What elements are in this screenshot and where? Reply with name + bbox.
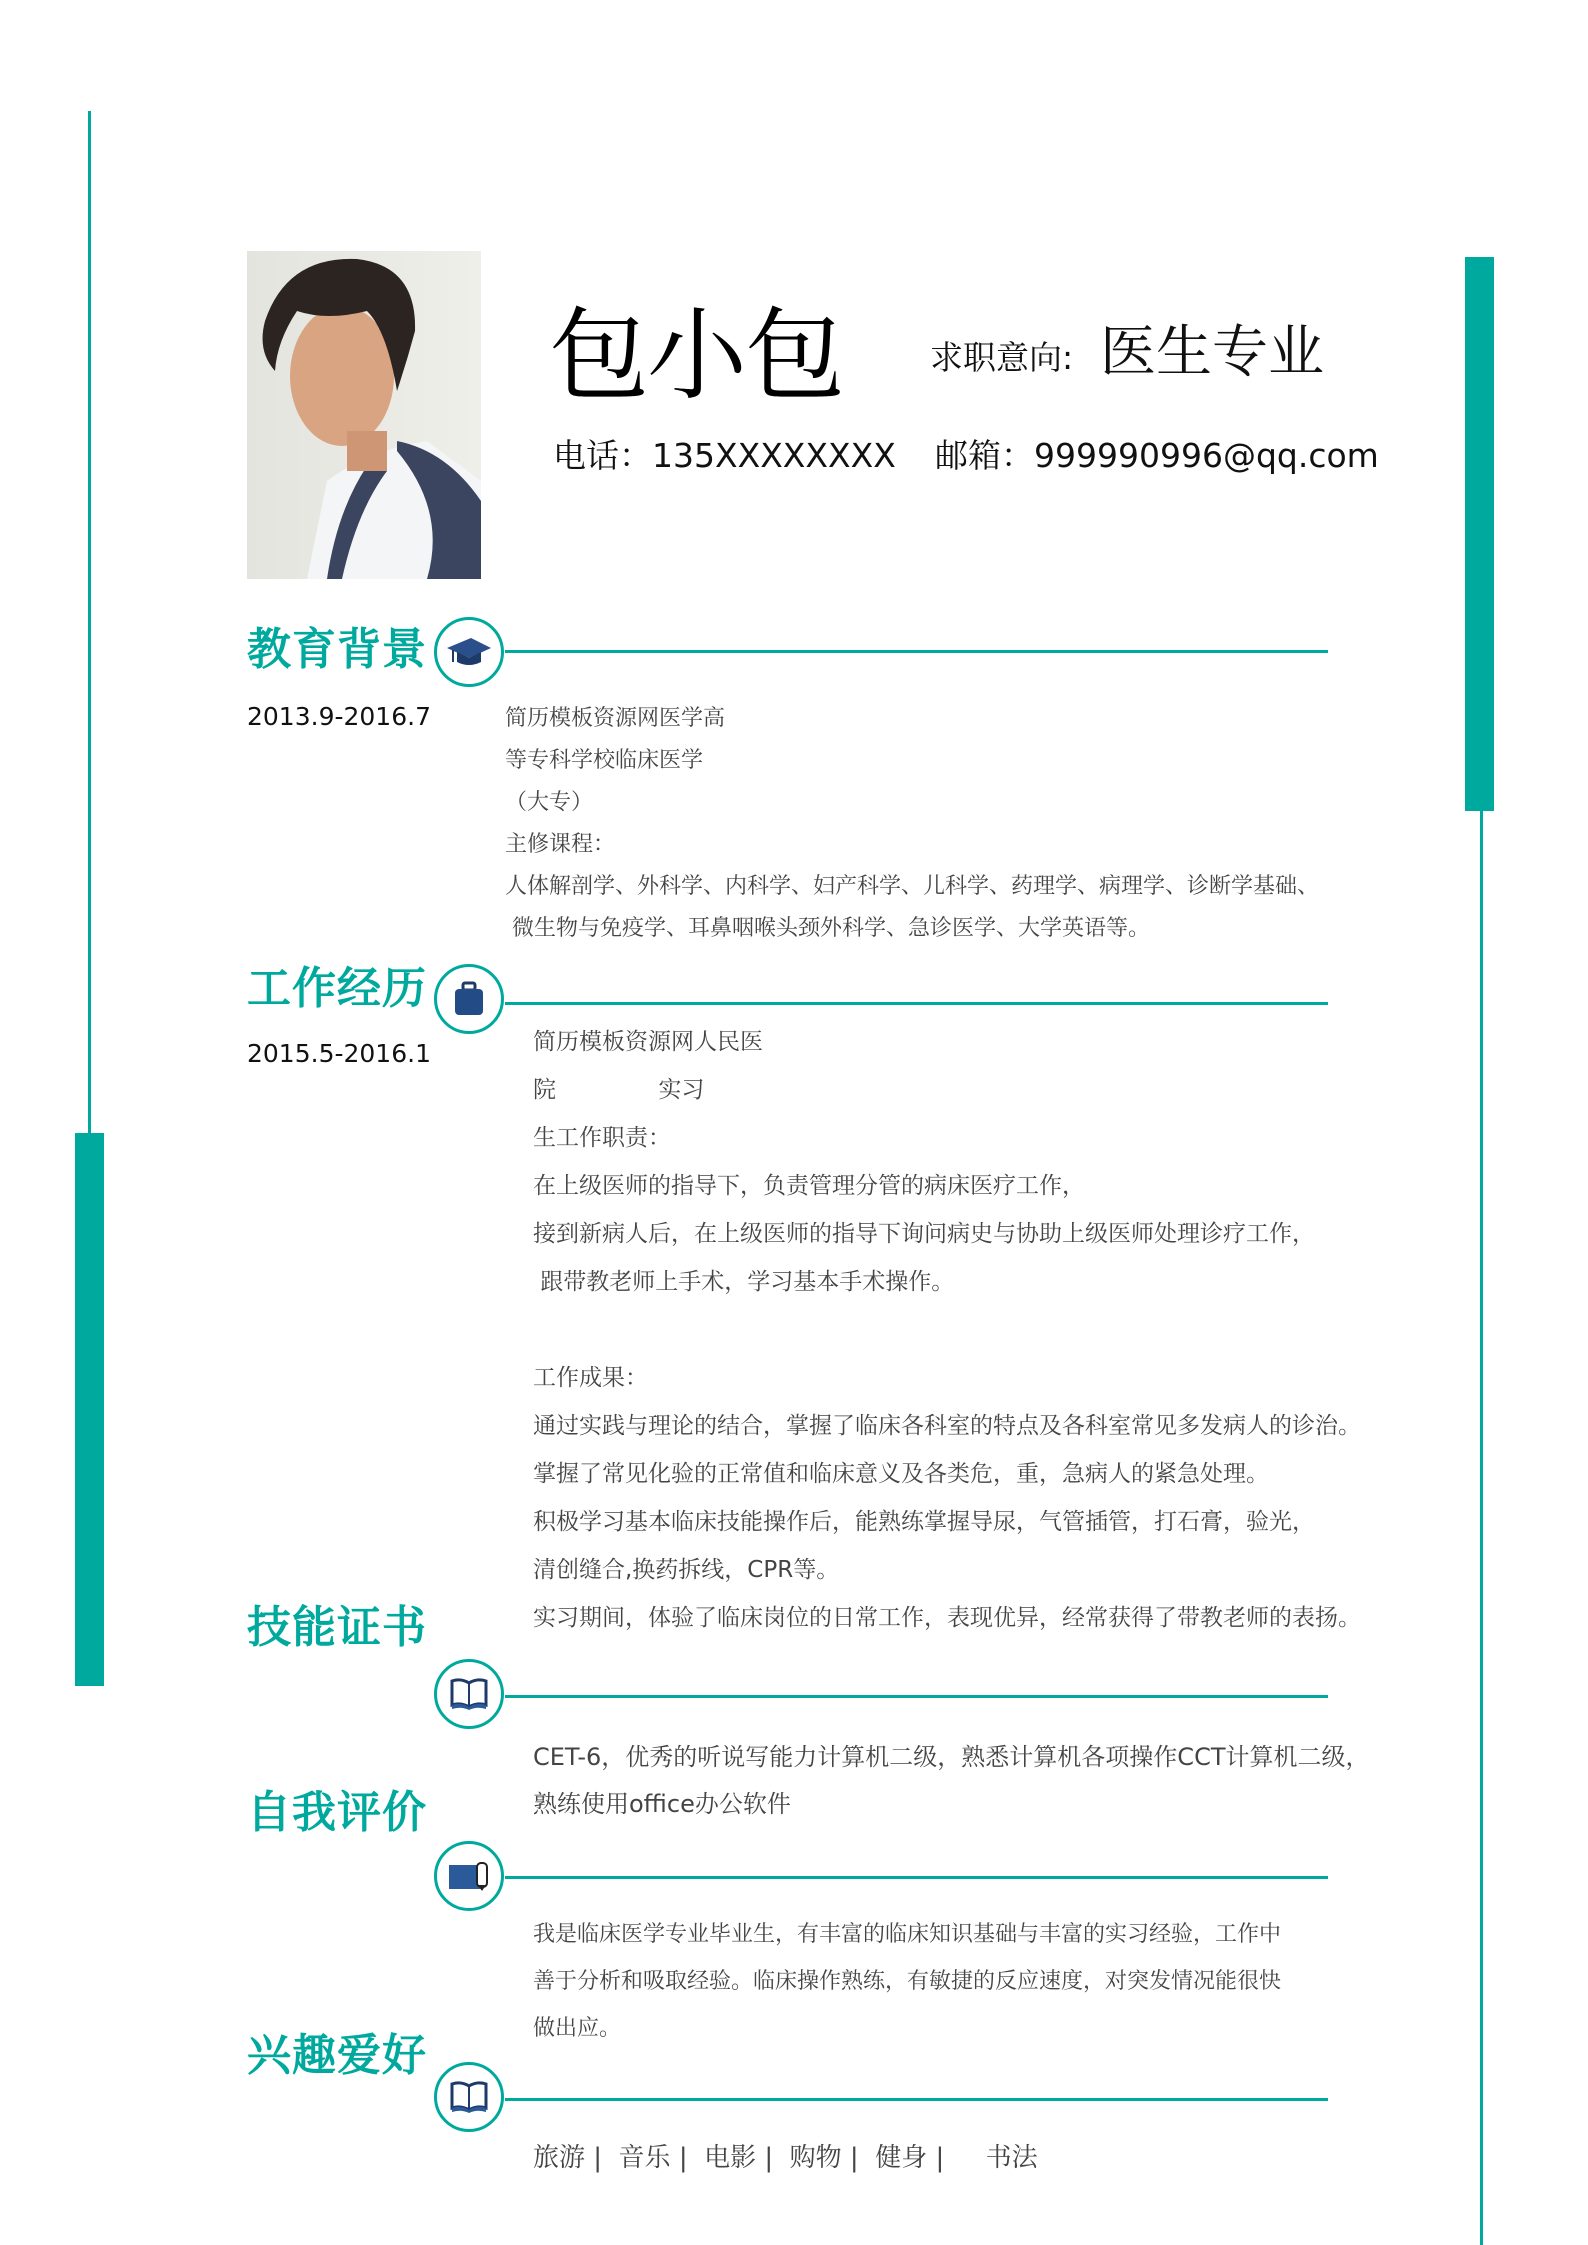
- right-accent-bar: [1465, 257, 1494, 811]
- email-text: 邮箱：999990996@qq.com: [935, 436, 1379, 475]
- text-line: CET-6，优秀的听说写能力计算机二级，熟悉计算机各项操作CCT计算机二级，: [533, 1743, 1370, 1771]
- skills-divider: [505, 1695, 1328, 1698]
- text-line: 做出应。: [533, 2016, 622, 2041]
- text-line: 我是临床医学专业毕业生，有丰富的临床知识基础与丰富的实习经验，工作中: [533, 1922, 1282, 1947]
- section-title-work: 工作经历: [247, 963, 427, 1014]
- text-line: 清创缝合,换药拆线，CPR等。: [533, 1557, 840, 1583]
- work-divider: [505, 1002, 1328, 1005]
- section-title-education: 教育背景: [247, 624, 427, 675]
- work-details: [533, 1018, 1361, 1642]
- section-title-self-eval: 自我评价: [247, 1787, 427, 1838]
- text-line: 简历模板资源网医学高: [505, 706, 726, 731]
- skills-details: [533, 1734, 1369, 1828]
- hobbies-icon-circle: [434, 2062, 504, 2132]
- text-line: 通过实践与理论的结合，掌握了临床各科室的特点及各科室常见多发病人的诊治。: [533, 1413, 1361, 1439]
- right-thin-line: [1480, 811, 1483, 2245]
- self-eval-icon-circle: [434, 1841, 504, 1911]
- graduation-cap-icon: [445, 632, 493, 672]
- text-line: 善于分析和吸取经验。临床操作熟练，有敏捷的反应速度，对突发情况能很快: [533, 1969, 1282, 1994]
- book-icon: [449, 2080, 489, 2114]
- self-eval-divider: [505, 1876, 1328, 1879]
- text-line: 接到新病人后，在上级医师的指导下询问病史与协助上级医师处理诊疗工作，: [533, 1221, 1315, 1247]
- work-date: 2015.5-2016.1: [247, 1039, 431, 1068]
- phone-text: 电话：135XXXXXXXX: [553, 436, 896, 475]
- text-line: 等专科学校临床医学: [505, 748, 704, 773]
- person-photo-icon: [247, 251, 481, 579]
- left-accent-bar: [75, 1133, 104, 1686]
- hobbies-divider: [505, 2098, 1328, 2101]
- text-line: （大专）: [505, 790, 594, 815]
- book-icon: [449, 1677, 489, 1711]
- pen-book-icon: [447, 1859, 491, 1893]
- education-divider: [505, 650, 1328, 653]
- work-icon-circle: [434, 964, 504, 1034]
- text-line: 跟带教老师上手术，学习基本手术操作。: [533, 1269, 955, 1295]
- section-title-hobbies: 兴趣爱好: [247, 2030, 427, 2081]
- education-icon-circle: [434, 617, 504, 687]
- skills-icon-circle: [434, 1659, 504, 1729]
- text-line: [533, 1306, 1361, 1354]
- text-line: 熟练使用office办公软件: [533, 1790, 791, 1818]
- section-title-skills: 技能证书: [247, 1602, 427, 1653]
- briefcase-icon: [449, 979, 489, 1019]
- education-details: [505, 698, 1319, 950]
- hobbies-list: 旅游 | 音乐 | 电影 | 购物 | 健身 | 书法: [533, 2143, 1038, 2173]
- self-eval-details: [533, 1911, 1281, 2052]
- text-line: 实习期间，体验了临床岗位的日常工作，表现优异，经常获得了带教老师的表扬。: [533, 1605, 1361, 1631]
- text-line: 微生物与免疫学、耳鼻咽喉头颈外科学、急诊医学、大学英语等。: [505, 916, 1150, 941]
- text-line: 人体解剖学、外科学、内科学、妇产科学、儿科学、药理学、病理学、诊断学基础、: [505, 874, 1320, 899]
- text-line: 积极学习基本临床技能操作后，能熟练掌握导尿，气管插管，打石膏，验光，: [533, 1509, 1315, 1535]
- text-line: 主修课程：: [505, 832, 616, 857]
- job-intent-label: 求职意向:: [930, 338, 1074, 377]
- text-line: 在上级医师的指导下，负责管理分管的病床医疗工作，: [533, 1173, 1085, 1199]
- text-line: 简历模板资源网人民医: [533, 1029, 763, 1055]
- profile-photo: [247, 251, 481, 579]
- candidate-name: 包小包: [549, 297, 843, 414]
- text-line: 院 实习: [533, 1077, 705, 1103]
- left-thin-line: [88, 111, 91, 1141]
- text-line: 工作成果：: [533, 1365, 648, 1391]
- text-line: 掌握了常见化验的正常值和临床意义及各类危，重，急病人的紧急处理。: [533, 1461, 1269, 1487]
- text-line: 生工作职责：: [533, 1125, 671, 1151]
- education-date: 2013.9-2016.7: [247, 702, 431, 731]
- job-intent-value: 医生专业: [1100, 320, 1324, 385]
